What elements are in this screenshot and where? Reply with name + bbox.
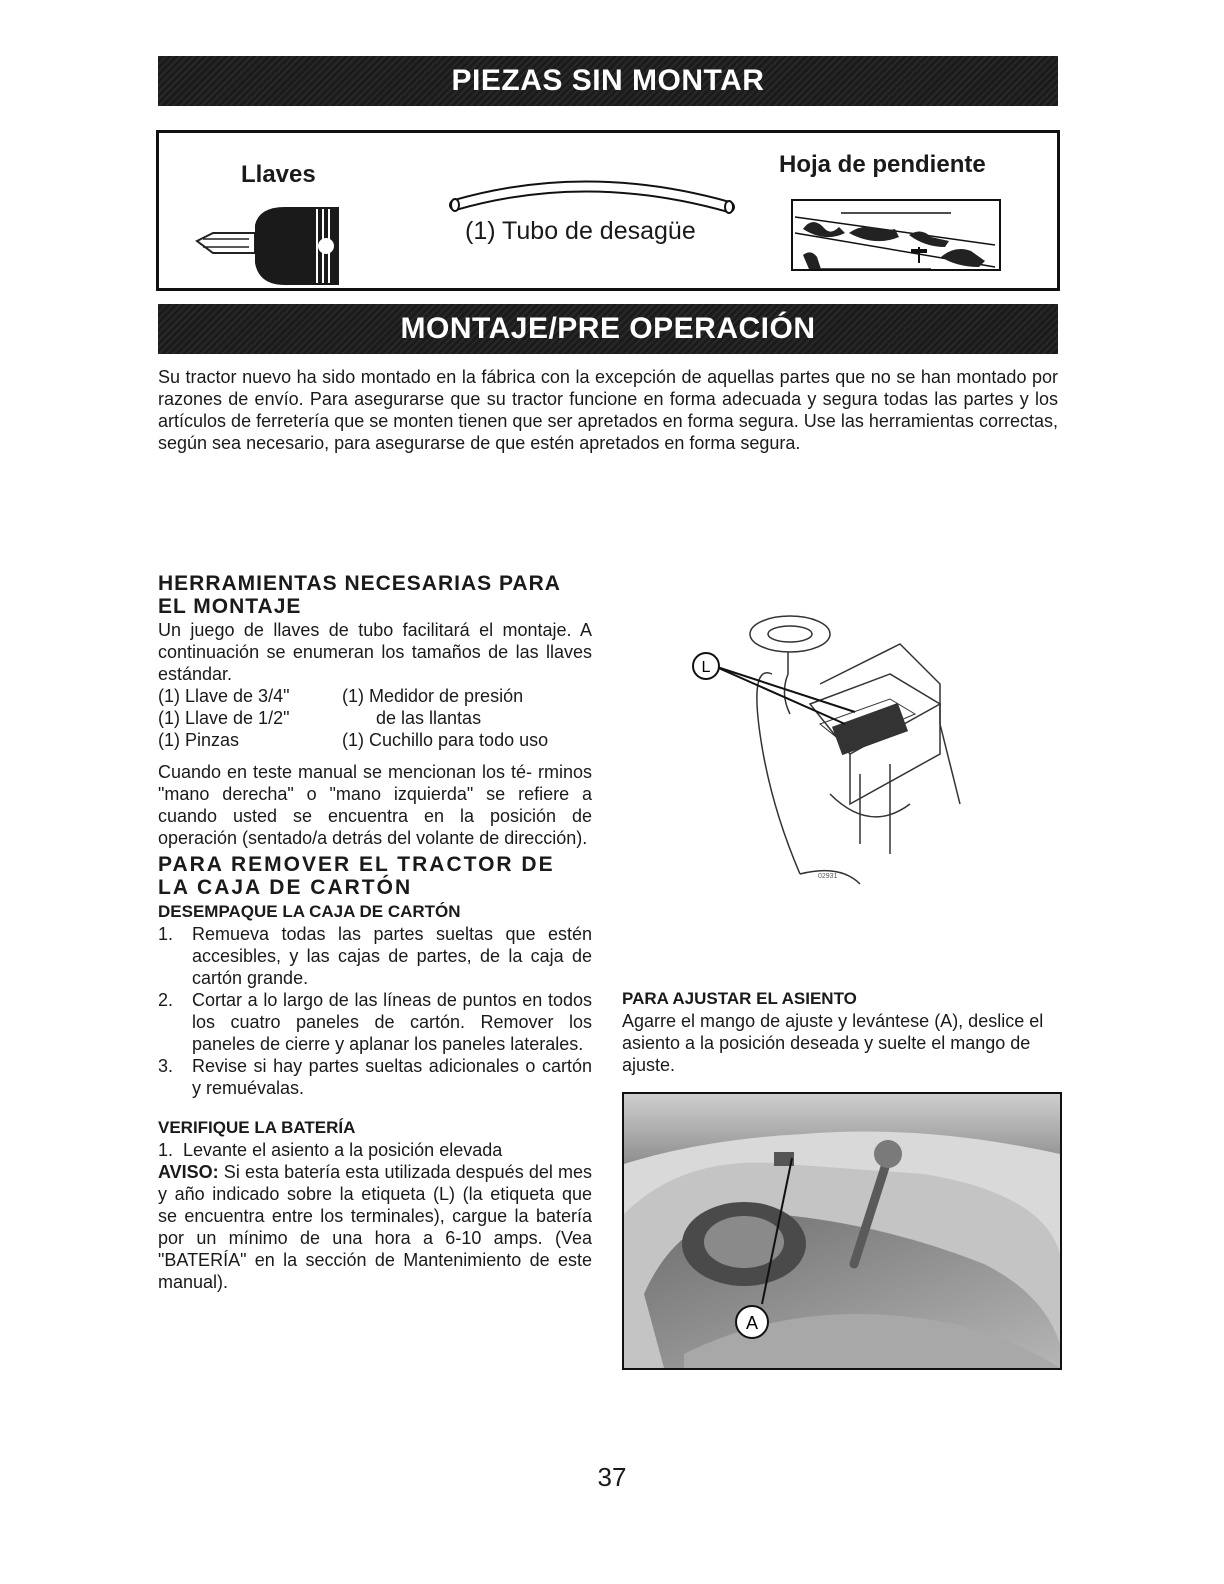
tool-item: (1) Llave de 1/2" <box>158 708 290 728</box>
right-column <box>622 988 1058 1076</box>
figure-code: 02931 <box>818 873 838 880</box>
battery-step1: 1. Levante el asiento a la posición elevada <box>158 1140 503 1160</box>
tool-item: (1) Llave de 3/4" <box>158 686 290 706</box>
left-column <box>158 572 592 1293</box>
seat-heading: PARA AJUSTAR EL ASIENTO <box>622 989 857 1008</box>
list-item: 2. Cortar a lo largo de las líneas de puntos en todos los cuatro paneles de cartón. Remover los paneles de cierre y aplanar los paneles laterales. <box>158 990 592 1054</box>
hands-note: Cuando en teste manual se mencionan los té- rminos "mano derecha" o "mano izquierda" se refiere a cuando usted se encuentra en la posición de operación (sentado/a detrás del volante de dirección). <box>158 762 592 848</box>
parts-box <box>156 130 1060 291</box>
tool-item: de las llantas <box>376 708 482 728</box>
tool-item: (1) Cuchillo para todo uso <box>342 730 549 750</box>
list-item: 1. Remueva todas las partes sueltas que estén accesibles, y las cajas de partes, de la caja de cartón grande. <box>158 924 592 988</box>
notice-text: Si esta batería esta utilizada después del mes y año indicado sobre la etiqueta (L) (la etiqueta que se encuentra entre los terminales), cargue la batería por un mínimo de una hora a 6-10 amps. (Vea "BATERÍA" en la sección de Mantenimiento de este manual). <box>158 1162 592 1292</box>
list-item: 3. Revise si hay partes sueltas adicionales o cartón y remuévalas. <box>158 1056 592 1098</box>
tool-item: (1) Medidor de presión <box>342 686 524 706</box>
slope-sheet-illustration <box>791 199 1001 271</box>
tool-item: (1) Pinzas <box>158 730 240 750</box>
seat-figure <box>622 1092 1062 1370</box>
page-number: 37 <box>597 1462 627 1492</box>
drain-tube-caption: (1) Tubo de desagüe <box>465 217 696 245</box>
battery-figure <box>690 604 970 894</box>
tools-body: Un juego de llaves de tubo facilitará el montaje. A continuación se enumeran los tamaños de las llaves estándar. <box>158 620 592 684</box>
unpack-steps <box>158 923 592 1099</box>
section-banner-unassembled-parts: PIEZAS SIN MONTAR <box>158 56 1058 106</box>
tools-heading-line1: HERRAMIENTAS NECESARIAS PARA <box>158 572 561 595</box>
remove-heading-line1: PARA REMOVER EL TRACTOR DE <box>158 853 555 876</box>
intro-paragraph: Su tractor nuevo ha sido montado en la fábrica con la excepción de aquellas partes que no se han montado por razones de envío. Para asegurarse que su tractor funcione en forma adecuada y segura todas las partes y los artículos de ferretería que se monten tienen que ser apretados en forma segura. Use las herramientas correctas, según sea necesario, para asegurarse de que estén apretados en forma segura. <box>158 367 1058 453</box>
seat-body: Agarre el mango de ajuste y levántese (A), deslice el asiento a la posición deseada y suelte el mango de ajuste. <box>622 1011 1044 1075</box>
keys-title: Llaves <box>241 161 316 188</box>
notice-label: AVISO: <box>158 1162 219 1182</box>
tools-list <box>158 685 592 751</box>
slope-sheet-title: Hoja de pendiente <box>779 151 986 178</box>
battery-heading: VERIFIQUE LA BATERÍA <box>158 1118 356 1137</box>
unpack-subheading: DESEMPAQUE LA CAJA DE CARTÓN <box>158 902 461 921</box>
battery-callout-label: L <box>701 659 711 676</box>
tools-heading-line2: EL MONTAJE <box>158 595 302 618</box>
seat-callout-label: A <box>745 1313 759 1333</box>
seat-illustration <box>624 1094 1060 1368</box>
section-banner-assembly: MONTAJE/PRE OPERACIÓN <box>158 304 1058 354</box>
drain-tube-illustration <box>447 173 737 223</box>
key-illustration <box>189 199 349 289</box>
battery-notice <box>158 1161 592 1293</box>
remove-heading-line2: LA CAJA DE CARTÓN <box>158 876 413 899</box>
